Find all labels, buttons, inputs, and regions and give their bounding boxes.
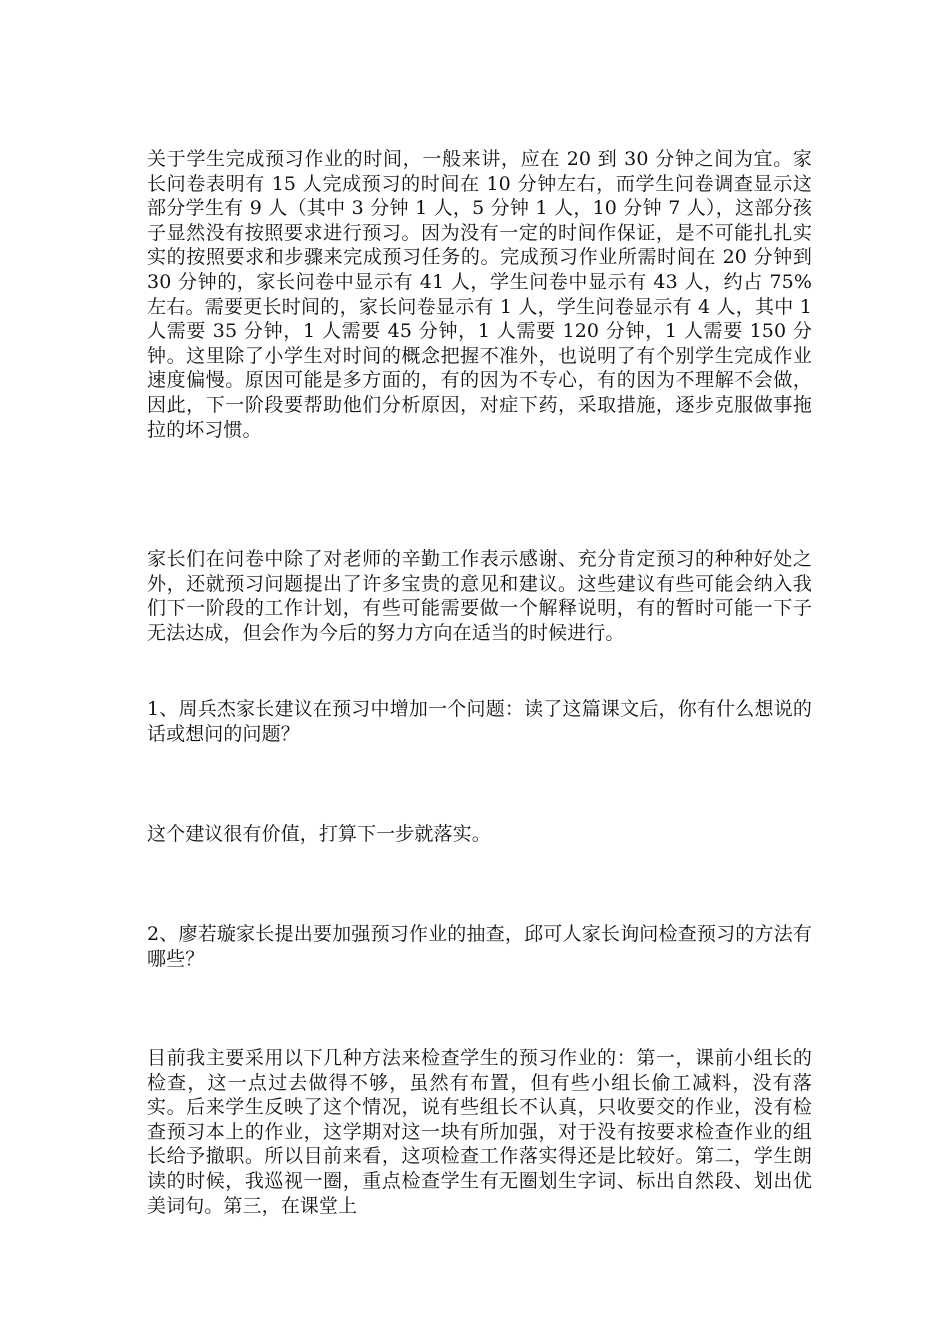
paragraph-suggestion-2: 2、廖若璇家长提出要加强预习作业的抽查，邱可人家长询问检查预习的方法有哪些？ xyxy=(147,923,812,970)
paragraph-prep-time-analysis: 关于学生完成预习作业的时间，一般来讲，应在 20 到 30 分钟之间为宜。家长问卷表明有 15 人完成预习的时间在 10 分钟左右，而学生问卷调查显示这部分学生有 9 人（其中 3 分钟 1 人，5 分钟 1 人，10 分钟 7 人），这部分孩子显然没有按照要求进行预习。因为没有一定的时间作保证，是不可能扎扎实实的按照要求和步骤来完成预习任务的。完成预习作业所需时间在 20 分钟到 30 分钟的，家长问卷中显示有 41 人，学生问卷中显示有 43 人，约占 75%左右。需要更长时间的，家长问卷显示有 1 人，学生问卷显示有 4 人，其中 1 人需要 35 分钟，1 人需要 45 分钟，1 人需要 120 分钟，1 人需要 150 分钟。这里除了小学生对时间的概念把握不准外，也说明了有个别学生完成作业速度偏慢。原因可能是多方面的，有的因为不专心，有的因为不理解不会做，因此，下一阶段要帮助他们分析原因，对症下药，采取措施，逐步克服做事拖拉的坏习惯。 xyxy=(147,148,819,441)
paragraph-suggestion-1: 1、周兵杰家长建议在预习中增加一个问题：读了这篇课文后，你有什么想说的话或想问的问题？ xyxy=(147,698,812,745)
paragraph-response-1: 这个建议很有价值，打算下一步就落实。 xyxy=(147,823,491,845)
paragraph-response-2: 目前我主要采用以下几种方法来检查学生的预习作业的：第一，课前小组长的检查，这一点过去做得不够，虽然有布置，但有些小组长偷工减料，没有落实。后来学生反映了这个情况，说有些组长不认真，只收要交的作业，没有检查预习本上的作业，这学期对这一块有所加强，对于没有按要求检查作业的组长给予撤职。所以目前来看，这项检查工作落实得还是比较好。第二，学生朗读的时候，我巡视一圈，重点检查学生有无圈划生字词、标出自然段、划出优美词句。第三，在课堂上 xyxy=(147,1047,812,1217)
paragraph-parent-suggestions-intro: 家长们在问卷中除了对老师的辛勤工作表示感谢、充分肯定预习的种种好处之外，还就预习问题提出了许多宝贵的意见和建议。这些建议有些可能会纳入我们下一阶段的工作计划，有些可能需要做一个解释说明，有的暂时可能一下子无法达成，但会作为今后的努力方向在适当的时候进行。 xyxy=(147,548,812,644)
